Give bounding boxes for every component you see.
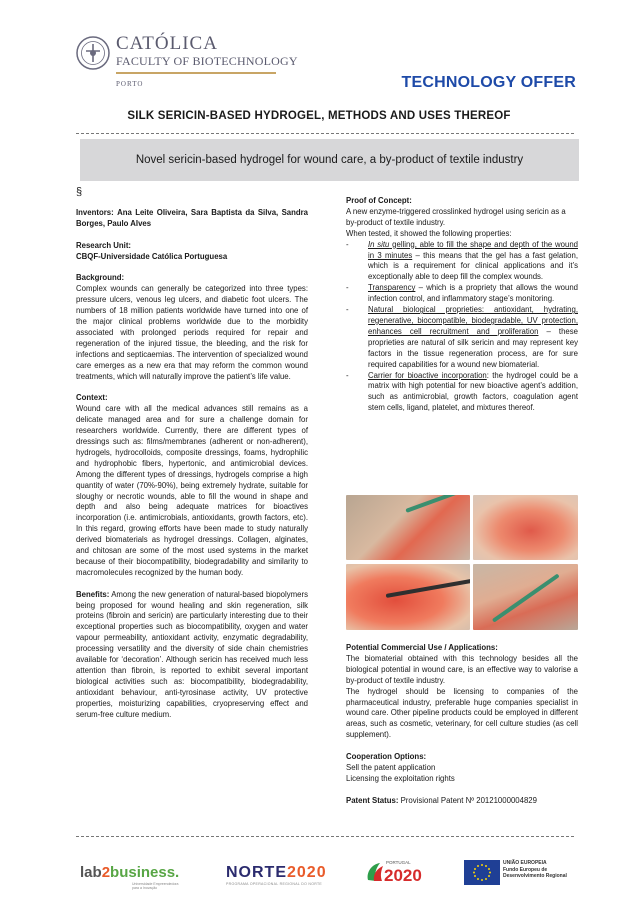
subtitle: Novel sericin-based hydrogel for wound care, a by-product of textile industry (135, 154, 524, 166)
background-text: Complex wounds can generally be categorized into three types: pressure ulcers, venous leg ulcers, and diabetic foot ulcers. The numbers of 18 million patients worldwide have turned into one of the major clinical problems worldwide due to the morbidity associated with prolonged periods required for repair and regeneration of the injured tissue, the bleeding, and the risk for infections and septicaemias. The intervention of specialized wound care emerges as a new era that may reform the common wound treatments, which will naturally improve the patient’s life value. (76, 284, 308, 381)
eu-fund-text (503, 860, 567, 880)
patent-status-label: Patent Status: (346, 795, 399, 805)
list-bullet: - (346, 305, 349, 315)
inventors-label: Inventors: (76, 208, 114, 217)
portugal2020-year: 2020 (384, 866, 422, 885)
city-name: PORTO (116, 79, 144, 88)
patent-status (346, 796, 578, 807)
right-column (346, 196, 578, 414)
hydrogel-photo-2 (473, 495, 578, 560)
forceps-shape (492, 573, 560, 622)
eu-flag-icon (464, 860, 500, 885)
hydrogel-photo-4 (473, 564, 578, 630)
use-paragraph-1: The biomaterial obtained with this technology besides all the biological potential in wound care, is an effective way to valorise a by-product of textile industry. (346, 653, 578, 685)
cooperation-option-1: Sell the patent application (346, 762, 436, 772)
property-name-emphasis: In situ (368, 239, 390, 249)
hydrogel-photos (346, 495, 578, 635)
property-name: Natural biological proprieties: antioxidant, hydrating, regenerative, biocompatible, biodegradable, UV protection, enhances cell recruitment and proliferation (368, 305, 578, 336)
property-name: Carrier for bioactive incorporation (368, 370, 487, 380)
property-desc: : the hydrogel could be a matrix with high potential for new bioactive agent’s addition, such as antimicrobial, growth factors, coagulation agent stem cells, ligand, platelet, and mixtures thereof. (368, 370, 578, 413)
benefits-text: Among the new generation of natural-based biopolymers being proposed for wound healing and skin regeneration, silk proteins (fibroin and sericin) are particularly interesting due to their exceptional properties such as biocompatibility, oxygen and water vapour permeability, antioxidant activity, enzymatic degradability, processing versatility and the diversity of side chain chemistries available for ‘decoration’. Although sericin has received much less attention than fibroin, is reported to exhibit several important biological activities such as: biocompatibility, biodegradability, antioxidant behaviour, anti-tyrosinase activity, UV protective properties, moisturizing capabilities, cryopreserving effect and serum-free culture medium. (76, 589, 308, 719)
right-column-lower (346, 643, 578, 807)
benefits-section (76, 590, 308, 721)
context-label: Context: (76, 393, 108, 403)
background-label: Background: (76, 273, 125, 283)
proof-lead: When tested, it showed the following properties: (346, 228, 512, 238)
norte-text: NORTE (226, 864, 287, 881)
hydrogel-photo-1 (346, 495, 470, 560)
proof-intro: A new enzyme-triggered crosslinked hydrogel using sericin as a by-product of textile industry. (346, 206, 566, 227)
background-section (76, 273, 308, 382)
context-text: Wound care with all the medical advances still remains as a delicate managed area and for sure a challenge domain for researchers worldwide. Currently, there are different types of dressings such as: films/membranes (adherent or non-adherent), hydrogels, hydrocolloids, composite dressings, foams, hydrophilic and hydrophobic fibers, hypertonic, and antimicrobial devices. Among the different types of dressings, hydrogels comprise a high quantity of water (70%-90%), being extremely hydrate, suitable for sloughy or necrotic wounds, able to fill the wound in shape and depth and also being adequate matrices for bioactives incorporation (i.e. antimicrobials, antioxidants, growth factors, etc). In this regard, growing efforts have been made to study naturally derived biomaterials as hydrogel dressings. Collagen, alginates, and chitosan are some of the most used systems in the market because of their biocompatibility, biodegradability and similarity to macromolecules recognized by the human body. (76, 404, 308, 577)
document-title: SILK SERICIN-BASED HYDROGEL, METHODS AND USES THEREOF (127, 110, 511, 122)
property-item (346, 240, 578, 284)
inventors (76, 208, 308, 230)
spatula-shape (386, 578, 470, 598)
logo-divider (116, 72, 276, 74)
institution-name: CATÓLICA (116, 33, 218, 54)
research-unit (76, 241, 308, 263)
property-item (346, 305, 578, 370)
footer (0, 848, 638, 903)
portugal2020-mark-icon (364, 860, 386, 884)
property-desc: – which is a propriety that allows the wound infection control, and inflammatory stage’s monitoring. (368, 283, 578, 304)
research-unit-value: CBQF-Universidade Católica Portuguesa (76, 251, 228, 261)
lab2business-subtitle: Universidade Empreendedora para a Inovação (132, 882, 179, 890)
property-name-rest: gelling, able to fill the shape and depth of the wound in 3 minutes (368, 239, 578, 260)
forceps-shape (405, 495, 470, 513)
list-bullet: - (346, 370, 349, 380)
context-section (76, 393, 308, 578)
section-mark: § (76, 186, 83, 198)
inventors-names: Ana Leite Oliveira, Sara Baptista da Silva, Sandra Borges, Paulo Alves (76, 208, 309, 228)
property-desc: – this means that the gel has a fast gelation, which is a requirement for clinical applications and it’s exceptionally able to deep fill the complex wounds. (368, 250, 578, 282)
norte-year: 2020 (287, 864, 327, 881)
portugal2020-label: PORTUGAL (386, 860, 411, 865)
research-unit-label: Research Unit: (76, 240, 132, 250)
patent-status-value: Provisional Patent Nº 20121000004829 (400, 795, 537, 805)
property-name: Transparency (368, 283, 416, 293)
eu-text-line-1: UNIÃO EUROPEIA (503, 860, 547, 866)
property-desc: – these proprieties are natural of silk sericin and may represent key factors in the tissue regeneration process, are for sure required capabilities for a wound new biomaterial. (368, 326, 578, 369)
faculty-name: FACULTY OF BIOTECHNOLOGY (116, 54, 298, 68)
eu-text-line-3: Desenvolvimento Regional (503, 873, 567, 879)
property-item (346, 371, 578, 415)
proof-label: Proof of Concept: (346, 196, 412, 205)
cooperation-label: Cooperation Options: (346, 752, 427, 762)
use-label: Potential Commercial Use / Applications: (346, 643, 498, 652)
header (0, 0, 638, 110)
technology-offer-label: TECHNOLOGY OFFER (401, 74, 576, 91)
left-column (76, 208, 308, 731)
subtitle-box (80, 139, 579, 181)
cooperation-option-2: Licensing the exploitation rights (346, 773, 455, 783)
norte2020-subtitle: PROGRAMA OPERACIONAL REGIONAL DO NORTE (226, 882, 323, 886)
business-text: business. (110, 864, 180, 881)
university-logo (116, 34, 298, 88)
hydrogel-photo-3 (346, 564, 470, 630)
university-seal-icon (76, 36, 110, 70)
list-bullet: - (346, 239, 349, 249)
norte2020-logo (226, 864, 327, 882)
use-paragraph-2: The hydrogel should be licensing to companies of the pharmaceutical industry, preferable huge companies specialist in wound care. Other pipeline products could be employed in different areas, such as cosmetic, veterinary, for cell culture studies (as cell supplement). (346, 686, 578, 740)
lab-text: lab (80, 864, 102, 881)
property-item (346, 283, 578, 305)
eu-text-line-2: Fundo Europeu de (503, 866, 548, 873)
bottom-divider (76, 836, 574, 844)
benefits-label: Benefits: (76, 589, 110, 599)
list-bullet: - (346, 283, 349, 293)
lab2business-logo: lab2business. (80, 864, 180, 881)
properties-list (346, 240, 578, 415)
